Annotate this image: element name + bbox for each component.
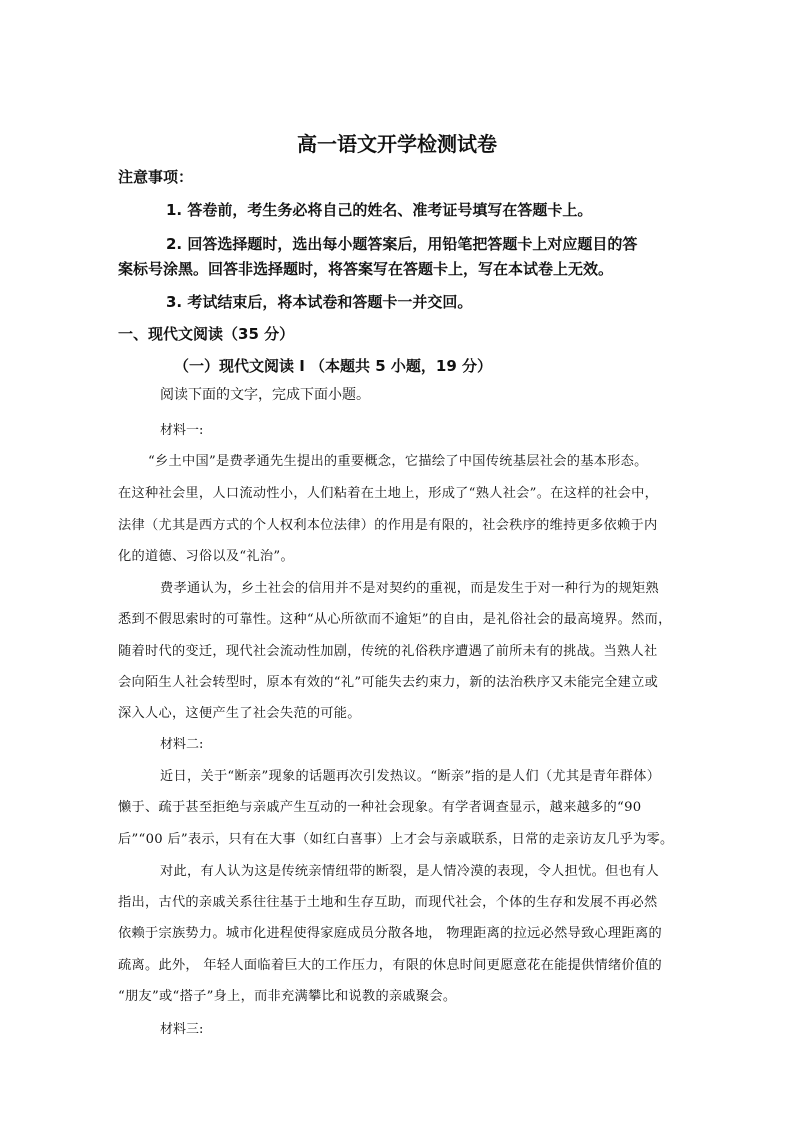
text-line: 近日，关于“断亲”现象的话题再次引发热议。“断亲”指的是人们（尤其是青年群体）	[160, 769, 661, 784]
notice-item-1: 1. 答卷前，考生务必将自己的姓名、准考证号填写在答题卡上。	[166, 201, 593, 219]
text-line: 疏离。此外， 年轻人面临着巨大的工作压力，有限的休息时间更愿意花在能提供情绪价值的	[118, 958, 662, 973]
page-title: 高一语文开学检测试卷	[297, 132, 497, 156]
text-line: 依赖于宗族势力。城市化进程使得家庭成员分散各地， 物理距离的拉远必然导致心理距离的	[118, 926, 662, 941]
instruction-text: 阅读下面的文字，完成下面小题。	[160, 387, 370, 403]
notice-item-3: 3. 考试结束后，将本试卷和答题卡一并交回。	[166, 293, 473, 311]
text-line: 对此，有人认为这是传统亲情纽带的断裂，是人情冷漠的表现，令人担忧。但也有人	[160, 864, 660, 879]
notice-item-2-line-2: 案标号涂黑。回答非选择题时，将答案写在答题卡上，写在本试卷上无效。	[118, 260, 614, 278]
subsection-heading: （一）现代文阅读 I （本题共 5 小题，19 分）	[174, 357, 493, 375]
text-line: 悉到不假思索时的可靠性。这种“从心所欲而不逾矩”的自由，是礼俗社会的最高境界。然而，	[118, 612, 672, 627]
section-heading: 一、现代文阅读（35 分）	[118, 325, 295, 343]
text-line: 费孝通认为，乡土社会的信用并不是对契约的重视，而是发生于对一种行为的规矩熟	[160, 581, 660, 596]
text-line: 深入人心，这便产生了社会失范的可能。	[118, 706, 361, 721]
material-label: 材料三:	[160, 1022, 204, 1037]
text-line: “朋友”或“搭子”身上，而非充满攀比和说教的亲戚聚会。	[118, 989, 457, 1004]
text-line: 在这种社会里，人口流动性小，人们粘着在土地上，形成了“熟人社会”。在这样的社会中，	[118, 486, 659, 501]
text-line: 指出，古代的亲戚关系往往基于土地和生存互助，而现代社会，个体的生存和发展不再必然	[118, 895, 658, 910]
text-line: 法律（尤其是西方式的个人权利本位法律）的作用是有限的，社会秩序的维持更多依赖于内	[118, 518, 658, 533]
text-line: 化的道德、习俗以及“礼治”。	[118, 549, 294, 564]
notice-heading: 注意事项：	[118, 168, 194, 186]
text-line: 会向陌生人社会转型时，原本有效的“礼”可能失去约束力，新的法治秩序又未能完全建立或	[118, 675, 659, 690]
text-line: 随着时代的变迁，现代社会流动性加剧，传统的礼俗秩序遭遇了前所未有的挑战。当熟人社	[118, 644, 658, 659]
text-line: 后”“00 后”表示，只有在大事（如红白喜事）上才会与亲戚联系，日常的走亲访友几乎为零。	[118, 832, 674, 847]
material-label: 材料一:	[160, 423, 204, 438]
text-line: “乡土中国”是费孝通先生提出的重要概念，它描绘了中国传统基层社会的基本形态。	[148, 454, 648, 469]
text-line: 懒于、疏于甚至拒绝与亲戚产生互动的一种社会现象。有学者调查显示，越来越多的“90	[118, 800, 642, 815]
notice-item-2-line-1: 2. 回答选择题时，选出每小题答案后，用铅笔把答题卡上对应题目的答	[166, 235, 638, 253]
material-label: 材料二:	[160, 737, 204, 752]
